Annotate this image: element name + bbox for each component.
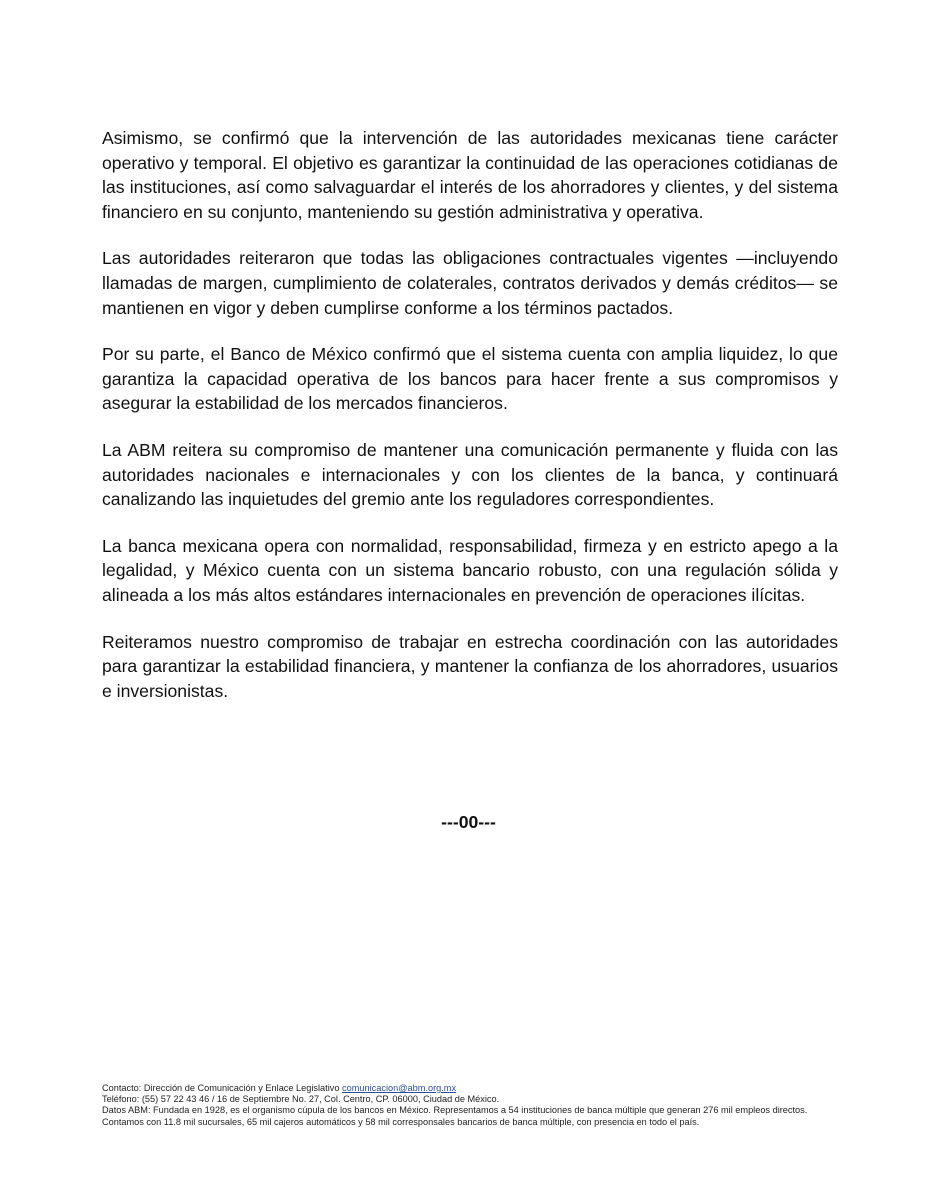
paragraph-obligations: Las autoridades reiteraron que todas las obligaciones contractuales vigentes —incluyendo llamadas de margen, cumplimiento de colaterales, contratos derivados y demás créditos— se mantienen en vigor y deben cumplirse conforme a los términos pactados. <box>102 248 838 318</box>
body-text <box>102 126 838 725</box>
footer <box>102 1083 882 1128</box>
footer-contact-label: Contacto: Dirección de Comunicación y Enlace Legislativo <box>102 1083 343 1093</box>
paragraph-intervention: Asimismo, se confirmó que la intervención de las autoridades mexicanas tiene carácter operativo y temporal. El objetivo es garantizar la continuidad de las operaciones cotidianas de las instituciones, así como salvaguardar el interés de los ahorradores y clientes, y del sistema financiero en su conjunto, manteniendo su gestión administrativa y operativa. <box>102 128 838 222</box>
footer-phone-address: Teléfono: (55) 57 22 43 46 / 16 de Septiembre No. 27, Col. Centro, CP. 06000, Ciudad de México. <box>102 1094 500 1105</box>
footer-contact-line <box>102 1083 882 1094</box>
paragraph-banxico-liquidity: Por su parte, el Banco de México confirmó que el sistema cuenta con amplia liquidez, lo que garantiza la capacidad operativa de los bancos para hacer frente a sus compromisos y asegurar la estabilidad de los mercados financieros. <box>102 344 838 414</box>
footer-abm-data-1: Datos ABM: Fundada en 1928, es el organismo cúpula de los bancos en México. Representamos a 54 instituciones de banca múltiple que generan 276 mil empleos directos. <box>102 1105 808 1116</box>
contact-email-link[interactable]: comunicacion@abm.org.mx <box>342 1083 457 1093</box>
paragraph-abm-commitment: La ABM reitera su compromiso de mantener una comunicación permanente y fluida con las autoridades nacionales e internacionales y con los clientes de la banca, y continuará canalizando las inquietudes del gremio ante los reguladores correspondientes. <box>102 439 838 510</box>
paragraph-coordination: Reiteramos nuestro compromiso de trabajar en estrecha coordinación con las autoridades para garantizar la estabilidad financiera, y mantener la confianza de los ahorradores, usuarios e inversionistas. <box>102 631 838 701</box>
closing-mark: ---00--- <box>441 812 496 832</box>
paragraph-banking-normality: La banca mexicana opera con normalidad, responsabilidad, firmeza y en estricto apego a la legalidad, y México cuenta con un sistema bancario robusto, con una regulación sólida y alineada a los más altos estándares internacionales en prevención de operaciones ilícitas. <box>102 535 838 605</box>
footer-abm-data-2: Contamos con 11.8 mil sucursales, 65 mil cajeros automáticos y 58 mil corresponsales bancarios de banca múltiple, con presencia en todo el país. <box>102 1116 700 1127</box>
